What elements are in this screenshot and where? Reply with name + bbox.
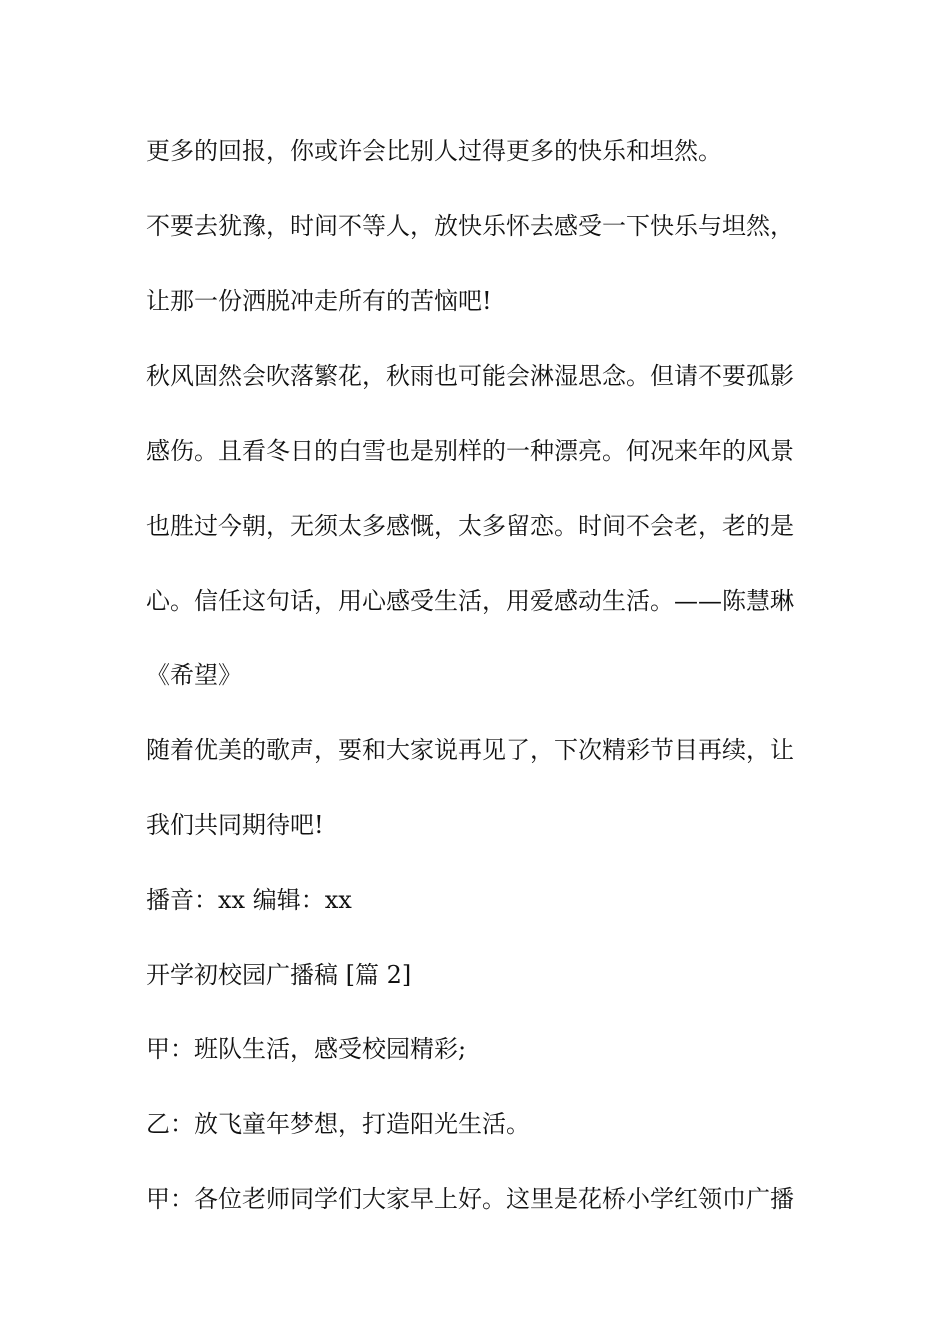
paragraph-line: 让那一份洒脱冲走所有的苦恼吧! xyxy=(146,287,492,315)
paragraph-line: 播音：xx 编辑：xx xyxy=(146,886,352,914)
paragraph-line: 《希望》 xyxy=(146,661,242,689)
paragraph-line: 甲：各位老师同学们大家早上好。这里是花桥小学红领巾广播 xyxy=(146,1185,794,1213)
section-heading: 开学初校园广播稿 [篇 2] xyxy=(146,961,412,989)
paragraph-line: 乙：放飞童年梦想，打造阳光生活。 xyxy=(146,1110,530,1138)
paragraph-line: 更多的回报，你或许会比别人过得更多的快乐和坦然。 xyxy=(146,137,722,165)
paragraph-line: 心。信任这句话，用心感受生活，用爱感动生活。——陈慧琳 xyxy=(146,587,794,615)
paragraph-line: 也胜过今朝，无须太多感慨，太多留恋。时间不会老，老的是 xyxy=(146,512,794,540)
paragraph-line: 感伤。且看冬日的白雪也是别样的一种漂亮。何况来年的风景 xyxy=(146,437,794,465)
paragraph-line: 秋风固然会吹落繁花，秋雨也可能会淋湿思念。但请不要孤影 xyxy=(146,362,794,390)
paragraph-line: 随着优美的歌声，要和大家说再见了，下次精彩节目再续，让 xyxy=(146,736,794,764)
paragraph-line: 我们共同期待吧! xyxy=(146,811,324,839)
paragraph-line: 甲：班队生活，感受校园精彩; xyxy=(146,1035,467,1063)
paragraph-line: 不要去犹豫，时间不等人，放快乐怀去感受一下快乐与坦然， xyxy=(146,212,794,240)
